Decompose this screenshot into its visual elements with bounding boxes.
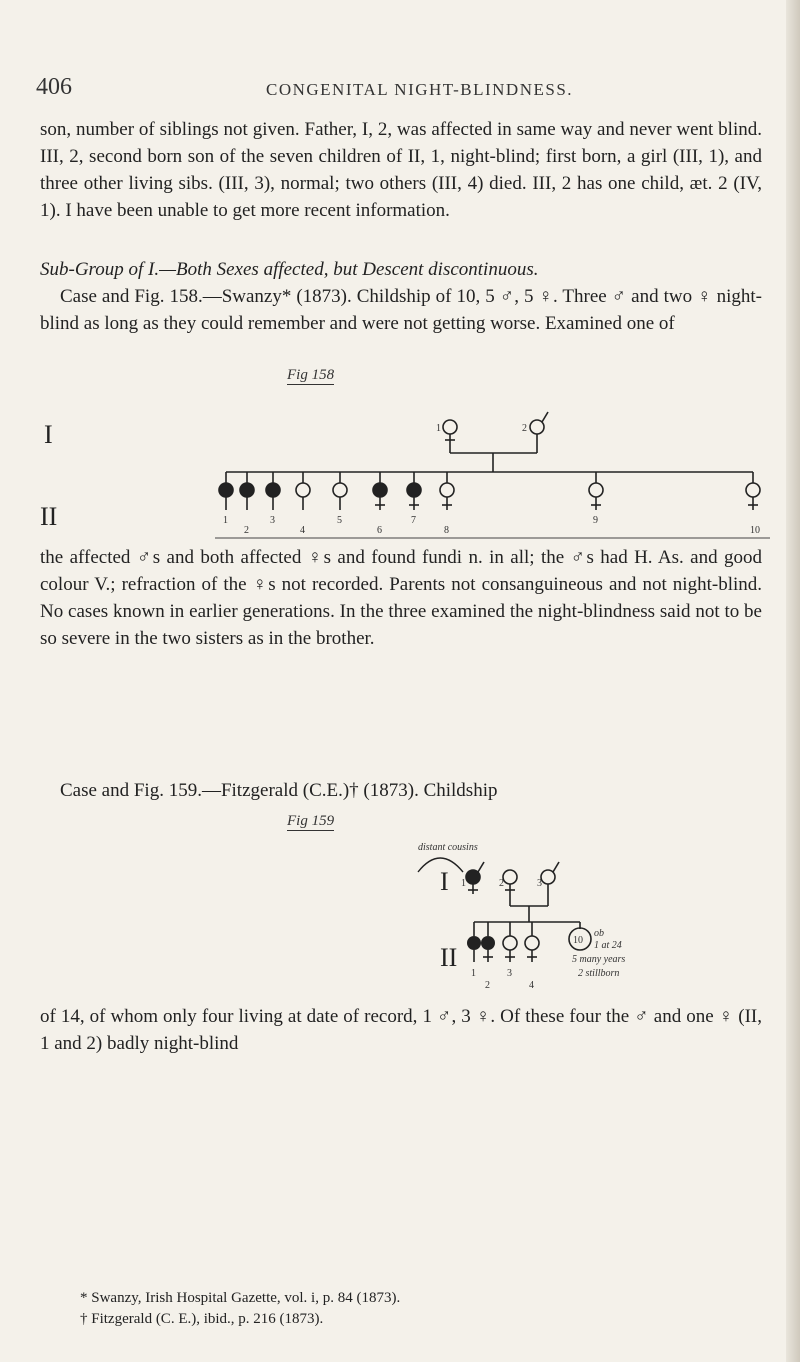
page-number: 406	[36, 74, 72, 100]
footnote: * Swanzy, Irish Hospital Gazette, vol. i, p. 84 (1873).	[80, 1290, 401, 1306]
fig-158-child-female	[440, 472, 454, 536]
paragraph-1: son, number of siblings not given. Father, I, 2, was affected in same way and never went blind. III, 2, second born son of the seven children of II, 1, night-blind; first born, a girl (III, 1), and three other living sibs. (III, 3), normal; two others (III, 4) died. III, 2 has one child, æt. 2 (IV, 1). I have been unable to get more recent information.	[40, 119, 762, 221]
fig-158-child-female	[589, 472, 603, 526]
fig-159-child-num: 3	[507, 968, 512, 979]
footnote: † Fitzgerald (C. E.), ibid., p. 216 (1873).	[80, 1311, 324, 1327]
fig-158-label: Fig 158	[287, 367, 335, 383]
fig-158-child-num: 8	[444, 525, 449, 536]
fig-159-child-female	[503, 922, 517, 962]
fig-158-child-female-affected	[373, 472, 387, 536]
fig-159-child-num: 2	[485, 980, 490, 991]
fig-158-child-num: 1	[223, 515, 228, 526]
fig-158-child-num: 7	[411, 515, 416, 526]
fig-159-gen2-label: II	[440, 943, 458, 972]
fig-159-parent-3	[541, 870, 555, 884]
paragraph-4: Case and Fig. 159.—Fitzgerald (C.E.)† (1873). Childship	[60, 780, 498, 801]
fig-158-child-male	[333, 472, 347, 526]
fig-159-label: Fig 159	[287, 813, 335, 829]
fig-159-note: 2 stillborn	[578, 968, 620, 979]
running-head: CONGENITAL NIGHT-BLINDNESS.	[266, 80, 574, 99]
fig-159-note: ob	[594, 928, 604, 939]
paragraph-2: Case and Fig. 158.—Swanzy* (1873). Childship of 10, 5 ♂, 5 ♀. Three ♂ and two ♀ night-blind as long as they could remember and were not getting worse. Examined one of	[40, 286, 762, 334]
fig-159-parent-2	[503, 870, 517, 884]
fig-158-child-female	[746, 472, 760, 536]
fig-158-child-num: 2	[244, 525, 249, 536]
fig-158-child-num: 5	[337, 515, 342, 526]
fig-159-parent-num: 3	[537, 878, 542, 889]
fig-158-children	[219, 472, 760, 536]
paragraph-5: of 14, of whom only four living at date of record, 1 ♂, 3 ♀. Of these four the ♂ and one ♀ (II, 1 and 2) badly night-blind	[40, 1006, 762, 1054]
fig-159-note: 5 many years	[572, 954, 626, 965]
fig-158-gen2-label: II	[40, 502, 58, 531]
fig-158-child-male	[296, 472, 310, 536]
fig-158-child-num: 10	[750, 525, 760, 536]
fig-158-child-num: 6	[377, 525, 382, 536]
fig-159-child-male-affected	[467, 922, 481, 962]
fig-159-parent-num: 1	[461, 878, 466, 889]
fig-159-gen1-label: I	[440, 867, 449, 896]
fig-158-child-num: 9	[593, 515, 598, 526]
page-edge	[786, 0, 800, 1362]
page-header	[0, 72, 800, 108]
fig-159-note: 1 at 24	[594, 940, 622, 951]
fig-159-pedigree	[0, 836, 800, 1001]
fig-159-group-count: 10	[573, 935, 583, 946]
fig-158-child-num: 4	[300, 525, 305, 536]
fig-158-child-male-affected	[266, 472, 280, 526]
fig-158-child-male-affected	[240, 472, 254, 536]
fig-159-child-num: 1	[471, 968, 476, 979]
fig-158-parent-female	[443, 420, 457, 434]
subgroup-heading: Sub-Group of I.—Both Sexes affected, but Descent discontinuous.	[40, 259, 539, 280]
fig-159-parent-1	[466, 870, 480, 884]
fig-158-parent-male	[530, 420, 544, 434]
fig-159-parent-num: 2	[499, 878, 504, 889]
fig-158-gen1-label: I	[44, 420, 53, 449]
fig-158-parent-num: 2	[522, 423, 527, 434]
fig-159-child-num: 4	[529, 980, 534, 991]
fig-158-child-male-affected	[219, 472, 233, 526]
fig-159-child-female-affected	[481, 922, 495, 962]
paragraph-3: the affected ♂s and both affected ♀s and found fundi n. in all; the ♂s had H. As. and good colour V.; refraction of the ♀s not recorded. Parents not consanguineous and not night-blind. No cases known in earlier generations. In the three examined the night-blindness said not to be so severe in the two sisters as in the brother.	[40, 547, 762, 649]
fig-159-group-deceased	[569, 922, 591, 950]
fig-158-parent-num: 1	[436, 423, 441, 434]
fig-159-child-female	[525, 922, 539, 962]
fig-158-pedigree	[0, 390, 800, 540]
fig-158-child-female-affected	[407, 472, 421, 526]
fig-158-child-num: 3	[270, 515, 275, 526]
footnotes	[80, 1288, 760, 1330]
fig-159-consanguinity-note: distant cousins	[418, 842, 478, 853]
